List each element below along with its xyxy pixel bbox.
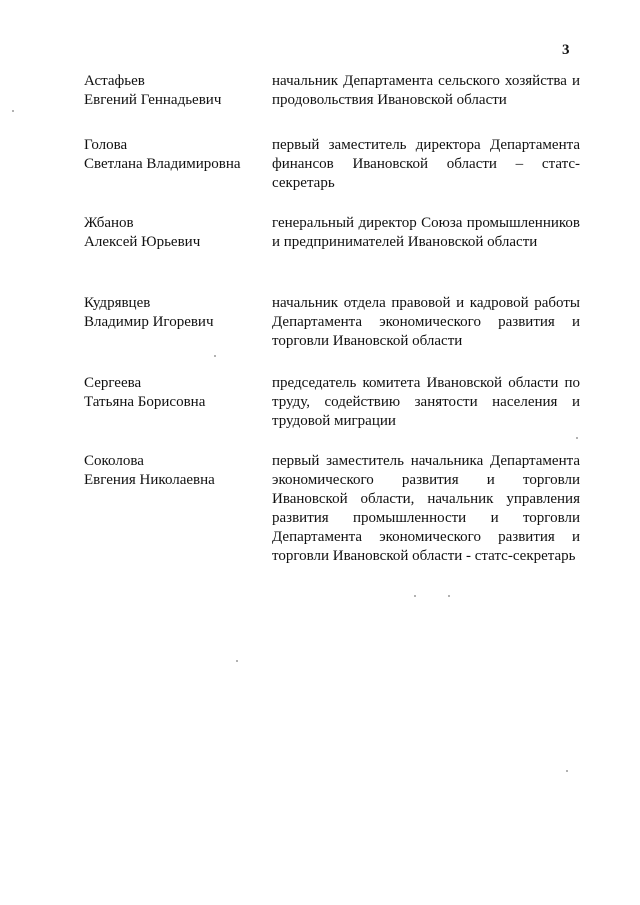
member-name	[84, 72, 272, 136]
member-name	[84, 136, 272, 214]
member-surname: Голова	[84, 137, 128, 153]
member-surname: Жбанов	[84, 215, 134, 231]
member-given-names: Евгения Николаевна	[84, 472, 215, 488]
member-position: первый заместитель начальника Департамента экономического развития и торговли Ивановской области, начальник управления развития промышленности и торговли Департамента экономического развития и торговли Ивановской области - статс-секретарь	[272, 453, 580, 564]
member-surname: Сергеева	[84, 375, 142, 391]
member-surname: Соколова	[84, 453, 144, 469]
member-position: первый заместитель директора Департамента финансов Ивановской области – статс-секретарь	[272, 137, 580, 191]
member-surname: Кудрявцев	[84, 295, 151, 311]
member-entry	[84, 136, 580, 214]
scan-speck	[12, 110, 14, 112]
member-name	[84, 452, 272, 592]
scan-speck	[448, 595, 450, 597]
members-list	[84, 72, 580, 592]
member-name	[84, 294, 272, 374]
member-position: генеральный директор Союза промышленников и предпринимателей Ивановской области	[272, 215, 580, 250]
scan-speck	[576, 437, 578, 439]
scan-speck	[414, 595, 416, 597]
page-number: 3	[562, 42, 570, 58]
scan-speck	[566, 770, 568, 772]
member-given-names: Алексей Юрьевич	[84, 234, 201, 250]
member-given-names: Владимир Игоревич	[84, 314, 214, 330]
member-entry	[84, 72, 580, 136]
member-name	[84, 374, 272, 452]
member-entry	[84, 374, 580, 452]
member-given-names: Татьяна Борисовна	[84, 394, 206, 410]
member-entry	[84, 214, 580, 294]
member-position: начальник Департамента сельского хозяйства и продовольствия Ивановской области	[272, 73, 580, 108]
scan-speck	[214, 355, 216, 357]
member-name	[84, 214, 272, 294]
member-position: начальник отдела правовой и кадровой работы Департамента экономического развития и торговли Ивановской области	[272, 295, 580, 349]
member-entry	[84, 294, 580, 374]
member-position: председатель комитета Ивановской области по труду, содействию занятости населения и трудовой миграции	[272, 375, 580, 429]
member-given-names: Светлана Владимировна	[84, 156, 241, 172]
member-given-names: Евгений Геннадьевич	[84, 92, 222, 108]
member-surname: Астафьев	[84, 73, 145, 89]
scan-speck	[236, 660, 238, 662]
member-entry	[84, 452, 580, 592]
